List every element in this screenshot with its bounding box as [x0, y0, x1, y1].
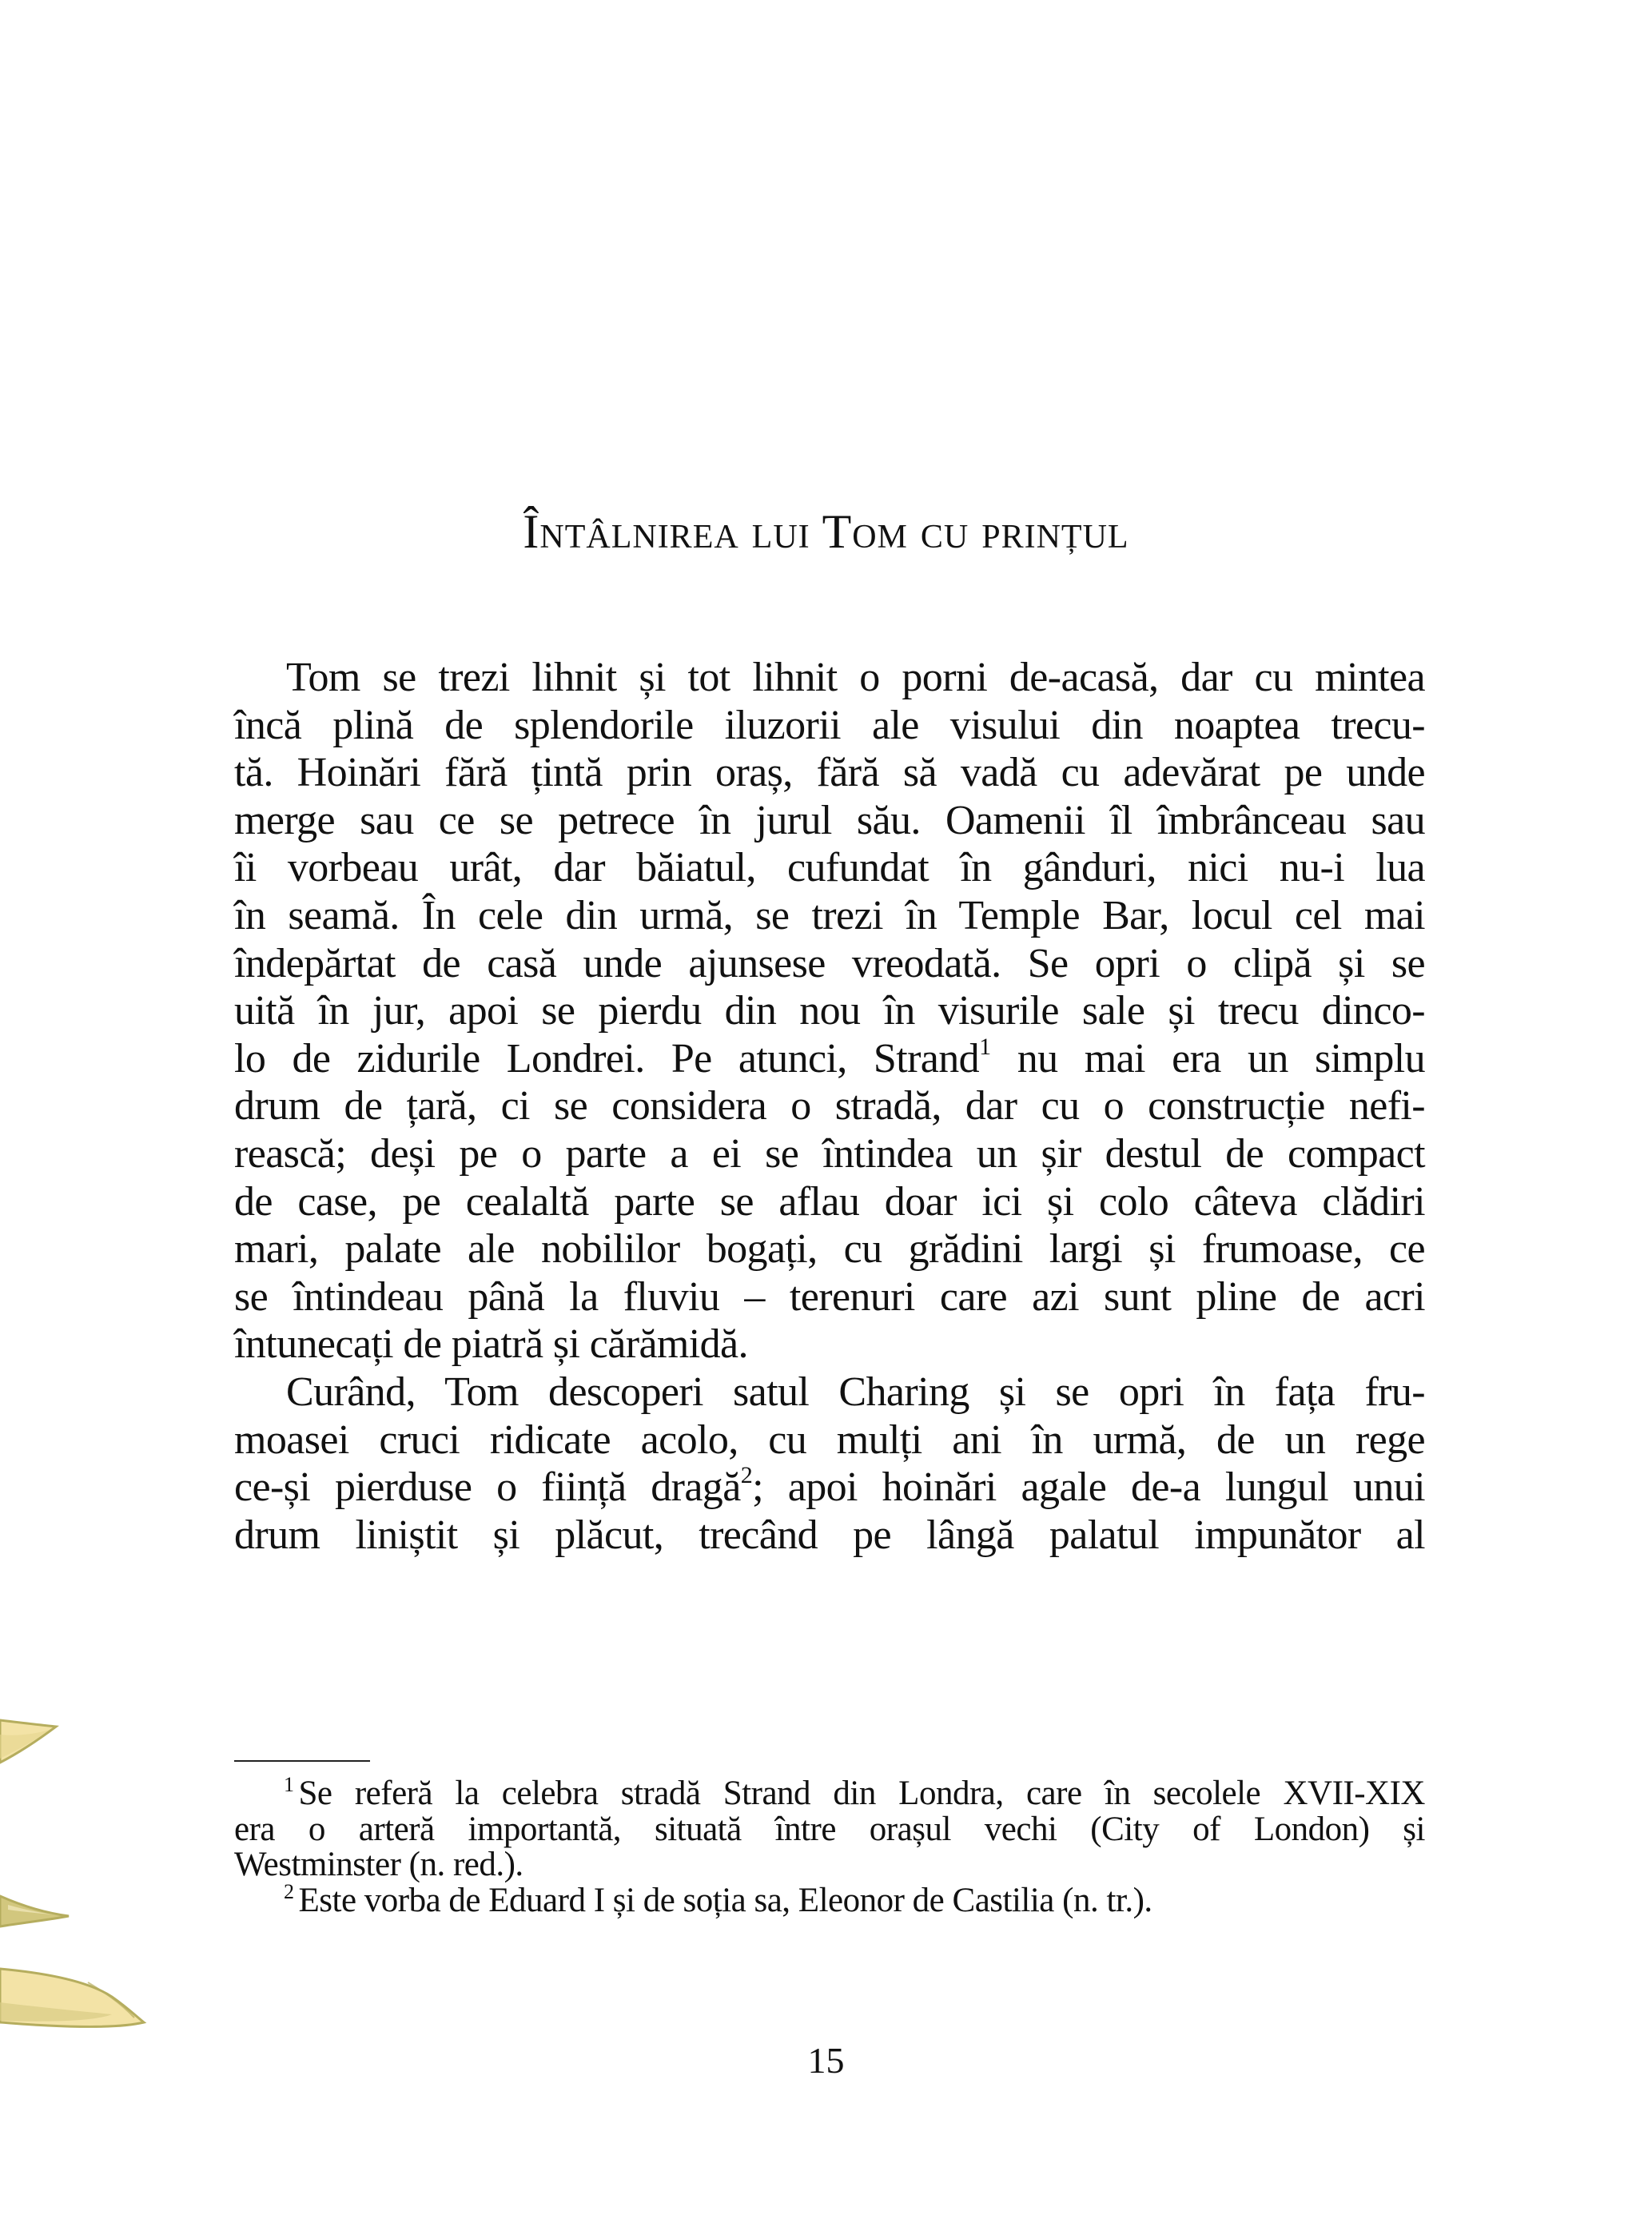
text-line-content: tă. Hoinări fără țintă prin oraș, fără să vadă cu adevărat pe unde — [234, 750, 1425, 796]
chapter-title: Întâlnirea lui Tom cu prințul — [523, 505, 1129, 558]
text-line-content: Curând, Tom descoperi satul Charing și se opri în fața fru- — [286, 1368, 1425, 1415]
text-line-content: îi vorbeau urât, dar băiatul, cufundat în gânduri, nici nu-i lua — [234, 845, 1425, 891]
footnote-reference[interactable]: 1 — [979, 1033, 991, 1060]
body-text — [234, 654, 1425, 1559]
text-line-content: drum liniștit și plăcut, trecând pe lângă palatul impunător al — [234, 1512, 1425, 1558]
text-line — [234, 1321, 1425, 1368]
text-line — [234, 940, 1425, 988]
footnote-line — [234, 1812, 1425, 1848]
footnote-reference[interactable]: 2 — [740, 1462, 753, 1489]
text-line-content: îndepărtat de casă unde ajunsese vreodată. Se opri o clipă și se — [234, 940, 1425, 986]
text-line-content: încă plină de splendorile iluzorii ale visului din noaptea trecu- — [234, 702, 1425, 748]
text-line-content: de case, pe cealaltă parte se aflau doar ici și colo câteva clădiri — [234, 1178, 1425, 1225]
text-line — [234, 1130, 1425, 1178]
text-line — [234, 702, 1425, 750]
text-line — [234, 1082, 1425, 1130]
text-line — [234, 1225, 1425, 1273]
footnote-line — [234, 1847, 1425, 1883]
text-line-content: se întindeau până la fluviu – terenuri care azi sunt pline de acri — [234, 1273, 1425, 1320]
text-line — [234, 892, 1425, 940]
text-line-content: Tom se trezi lihnit și tot lihnit o porni de-acasă, dar cu mintea — [286, 655, 1425, 700]
text-line-content: în seamă. În cele din urmă, se trezi în Temple Bar, locul cel mai — [234, 892, 1425, 938]
footnotes — [234, 1773, 1425, 1919]
text-line — [234, 844, 1425, 892]
footnote-separator — [234, 1760, 370, 1762]
footnote-text: Westminster (n. red.). — [234, 1846, 523, 1883]
leaf-middle — [0, 1896, 69, 1926]
text-line-content: moasei cruci ridicate acolo, cu mulți ani în urmă, de un rege — [234, 1416, 1425, 1463]
footnote-text: Este vorba de Eduard I și de soția sa, Eleonor de Castilia (n. tr.). — [298, 1881, 1152, 1919]
footnote-text: Se referă la celebra stradă Strand din Londra, care în secolele XVII-XIX — [298, 1775, 1425, 1812]
text-line — [234, 654, 1425, 702]
text-line — [234, 1512, 1425, 1560]
text-line-content: întunecați de piatră și cărămidă. — [234, 1321, 748, 1368]
text-line-content: rească; deși pe o parte a ei se întindea un șir destul de compact — [234, 1130, 1425, 1177]
text-line-content: mari, palate ale nobililor bogați, cu grădini largi și frumoase, ce — [234, 1226, 1425, 1273]
footnote-line — [234, 1879, 1425, 1919]
text-line-content: ce-și pierduse o ființă dragă — [234, 1464, 741, 1511]
leaves-illustration-icon — [0, 1679, 176, 2219]
footnote-marker: 1 — [284, 1773, 294, 1796]
text-line-content: merge sau ce se petrece în jurul său. Oamenii îl îmbrânceau sau — [234, 797, 1425, 843]
text-line — [234, 1178, 1425, 1226]
text-line-content: drum de țară, ci se considera o stradă, dar cu o construcție nefi- — [234, 1083, 1425, 1129]
footnote-marker: 2 — [284, 1879, 294, 1903]
text-line-content: nu mai era un simplu — [990, 1035, 1425, 1082]
text-line-content: uită în jur, apoi se pierdu din nou în visurile sale și trecu dinco- — [234, 988, 1425, 1034]
text-line — [234, 797, 1425, 845]
text-line — [234, 1464, 1425, 1512]
text-line — [234, 1416, 1425, 1464]
text-line — [234, 1035, 1425, 1083]
text-line-content: lo de zidurile Londrei. Pe atunci, Strand — [234, 1035, 980, 1082]
page-number: 15 — [807, 2040, 845, 2081]
text-line — [234, 1368, 1425, 1416]
text-line — [234, 749, 1425, 797]
footnote-text: era o arteră importantă, situată între orașul vechi (City of London) și — [234, 1810, 1425, 1848]
text-line-content: ; apoi hoinări agale de-a lungul unui — [752, 1464, 1425, 1511]
text-line — [234, 987, 1425, 1035]
footnote-line — [234, 1773, 1425, 1812]
text-line — [234, 1273, 1425, 1321]
